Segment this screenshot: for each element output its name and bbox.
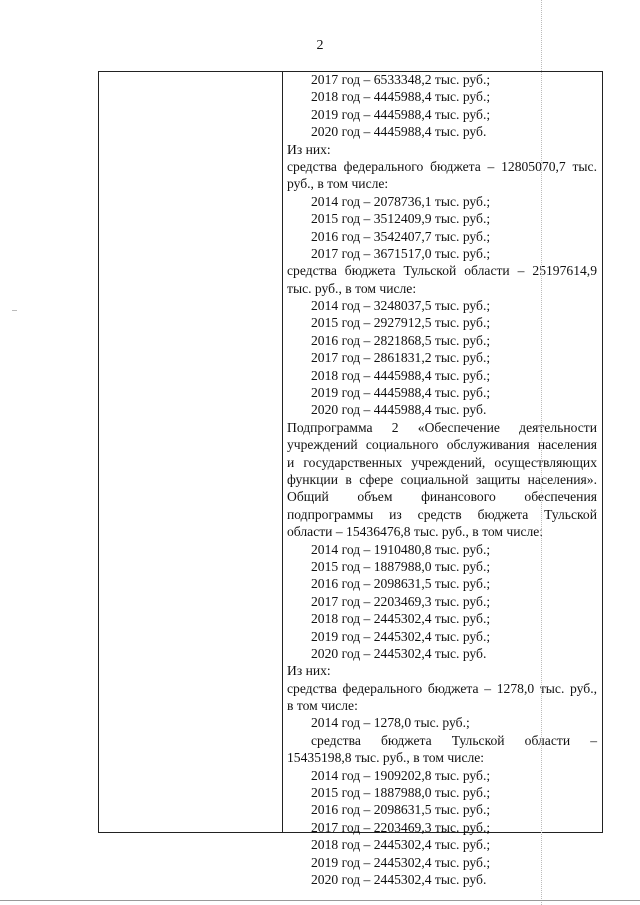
text-line: средства бюджета Тульской области – 25197614,9 <box>287 263 597 279</box>
text-line: 2015 год – 1887988,0 тыс. руб.; <box>311 558 491 574</box>
text-line: учреждений социального обслуживания населения <box>287 437 597 453</box>
text-line: тыс. руб., в том числе: <box>287 280 417 296</box>
text-line: области – 15436476,8 тыс. руб., в том числе: <box>287 524 544 540</box>
text-line: 2017 год – 3671517,0 тыс. руб.; <box>311 245 491 261</box>
text-line: и государственных учреждений, осуществляющих <box>287 454 597 470</box>
text-line: 2017 год – 2203469,3 тыс. руб.; <box>311 819 491 835</box>
text-line: 2018 год – 2445302,4 тыс. руб.; <box>311 837 491 853</box>
text-line: 2019 год – 4445988,4 тыс. руб.; <box>311 385 491 401</box>
text-line: 2014 год – 1278,0 тыс. руб.; <box>311 715 470 731</box>
text-line: 2019 год – 2445302,4 тыс. руб.; <box>311 854 491 870</box>
text-line: 2014 год – 1909202,8 тыс. руб.; <box>311 767 491 783</box>
text-line: 2018 год – 2445302,4 тыс. руб.; <box>311 611 491 627</box>
text-line: 2016 год – 3542407,7 тыс. руб.; <box>311 228 491 244</box>
text-line: 2016 год – 2821868,5 тыс. руб.; <box>311 332 491 348</box>
scan-artifact-line <box>541 0 542 905</box>
text-line: 2017 год – 2861831,2 тыс. руб.; <box>311 350 491 366</box>
text-line: 2017 год – 6533348,2 тыс. руб.; <box>311 72 491 87</box>
text-line: 2016 год – 2098631,5 тыс. руб.; <box>311 576 491 592</box>
text-line: подпрограммы из средств бюджета Тульской <box>287 506 597 522</box>
budget-text-cell <box>287 71 597 888</box>
text-line: средства бюджета Тульской области – <box>311 732 597 748</box>
scan-artifact-mark <box>12 310 17 311</box>
text-line: 2015 год – 3512409,9 тыс. руб.; <box>311 211 491 227</box>
text-line: Подпрограмма 2 «Обеспечение деятельности <box>287 419 597 435</box>
text-line: 2019 год – 4445988,4 тыс. руб.; <box>311 106 491 122</box>
text-line: 2015 год – 1887988,0 тыс. руб.; <box>311 785 491 801</box>
text-line: 2016 год – 2098631,5 тыс. руб.; <box>311 802 491 818</box>
text-line: 2018 год – 4445988,4 тыс. руб.; <box>311 89 491 105</box>
column-divider <box>282 72 283 832</box>
text-line: руб., в том числе: <box>287 176 389 192</box>
text-line: 2014 год – 2078736,1 тыс. руб.; <box>311 193 491 209</box>
text-line: Из них: <box>287 141 331 157</box>
text-line: 2015 год – 2927912,5 тыс. руб.; <box>311 315 491 331</box>
text-line: 2017 год – 2203469,3 тыс. руб.; <box>311 593 491 609</box>
text-line: 2020 год – 4445988,4 тыс. руб. <box>311 124 487 140</box>
text-line: 15435198,8 тыс. руб., в том числе: <box>287 750 485 766</box>
page-number: 2 <box>316 38 324 53</box>
text-line: функции в сфере социальной защиты населения». <box>287 471 597 487</box>
scan-bottom-edge <box>0 900 640 901</box>
text-line: Из них: <box>287 663 331 679</box>
text-line: 2018 год – 4445988,4 тыс. руб.; <box>311 367 491 383</box>
text-line: средства федерального бюджета – 1278,0 тыс. руб., <box>287 680 597 696</box>
text-line: Общий объем финансового обеспечения <box>287 489 597 505</box>
text-line: 2020 год – 2445302,4 тыс. руб. <box>311 645 487 661</box>
text-line: 2020 год – 2445302,4 тыс. руб. <box>311 871 487 887</box>
document-table <box>98 71 603 887</box>
text-line: 2014 год – 1910480,8 тыс. руб.; <box>311 541 491 557</box>
text-line: 2014 год – 3248037,5 тыс. руб.; <box>311 298 491 314</box>
text-line: в том числе: <box>287 698 358 714</box>
text-line: средства федерального бюджета – 12805070,7 тыс. <box>287 158 597 174</box>
text-line: 2020 год – 4445988,4 тыс. руб. <box>311 402 487 418</box>
text-line: 2019 год – 2445302,4 тыс. руб.; <box>311 628 491 644</box>
